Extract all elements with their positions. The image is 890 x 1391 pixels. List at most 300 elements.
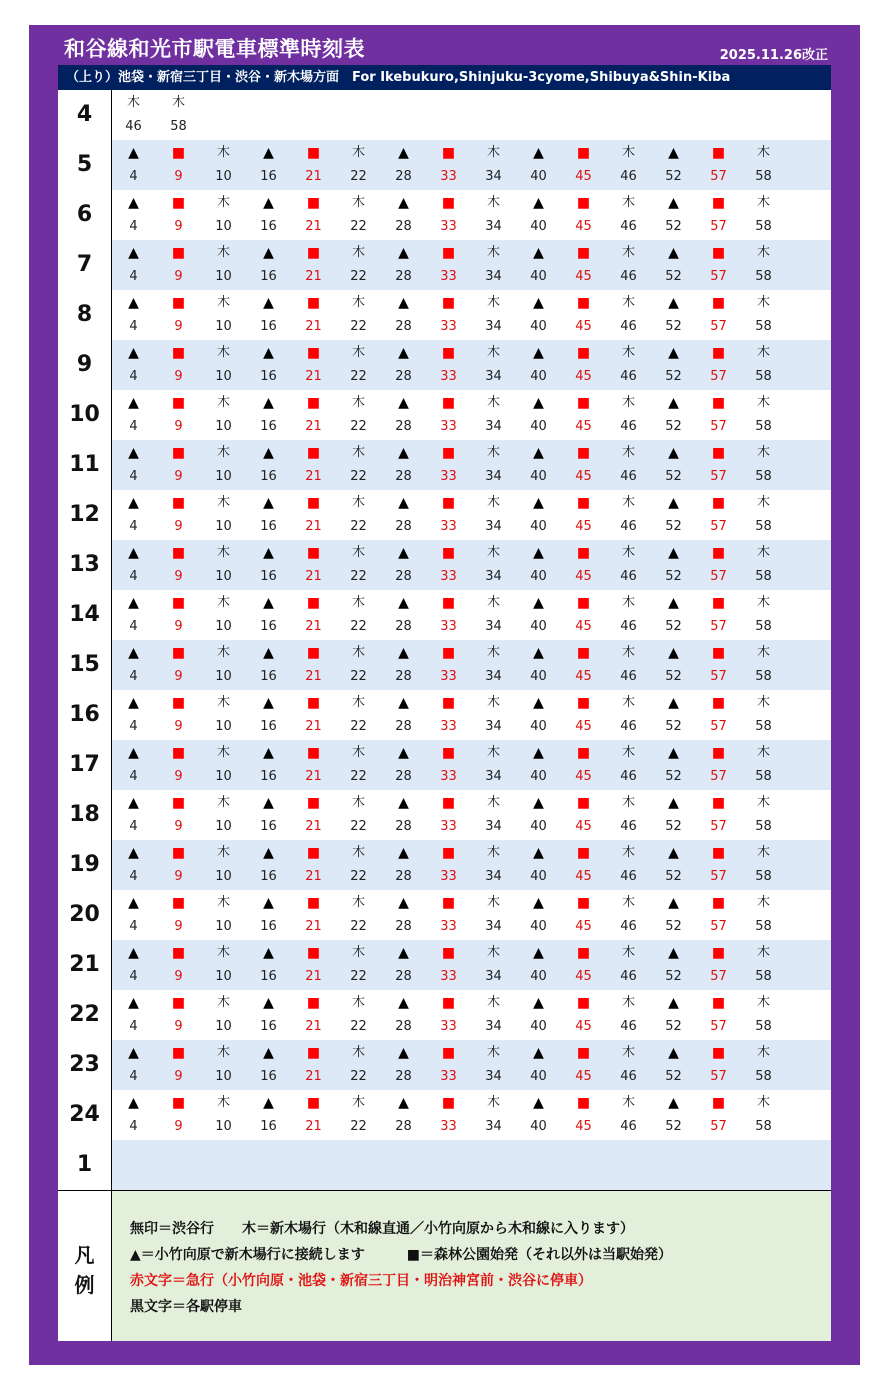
departure-minute: 22 (350, 769, 367, 784)
departure (471, 740, 516, 790)
departure (111, 140, 156, 190)
departure-minute: 46 (620, 369, 637, 384)
departure-minute: 4 (129, 1019, 138, 1034)
hour-row (58, 640, 831, 690)
shin-kiba-mark: 木 (351, 195, 365, 210)
shinrin-origin-square-icon: ■ (576, 445, 591, 461)
departure-minute: 58 (755, 569, 772, 584)
connection-triangle-icon: ▲ (128, 445, 139, 461)
departure (336, 690, 381, 740)
shin-kiba-mark: 木 (486, 395, 500, 410)
connection-triangle-icon: ▲ (533, 895, 544, 911)
hour-row (58, 540, 831, 590)
departure (246, 540, 291, 590)
departure-minute: 45 (575, 1119, 592, 1134)
departure (156, 190, 201, 240)
connection-triangle-icon: ▲ (263, 445, 274, 461)
departure-minute: 21 (305, 519, 322, 534)
shinrin-origin-square-icon: ■ (711, 995, 726, 1011)
hour-row (58, 790, 831, 840)
departure (426, 1090, 471, 1140)
shin-kiba-mark: 木 (351, 495, 365, 510)
departure (111, 490, 156, 540)
shin-kiba-mark: 木 (756, 645, 770, 660)
shin-kiba-mark: 木 (351, 645, 365, 660)
shin-kiba-mark: 木 (621, 145, 635, 160)
departure (651, 490, 696, 540)
hour-label: 20 (58, 890, 112, 940)
departure (516, 540, 561, 590)
departure (696, 440, 741, 490)
departure-minute: 16 (260, 1019, 277, 1034)
shinrin-origin-square-icon: ■ (441, 445, 456, 461)
departure-minute: 57 (710, 619, 727, 634)
shinrin-origin-square-icon: ■ (441, 995, 456, 1011)
shin-kiba-mark: 木 (756, 695, 770, 710)
departure (741, 490, 786, 540)
departure-minute: 33 (440, 569, 457, 584)
departure-minute: 33 (440, 869, 457, 884)
departure (696, 890, 741, 940)
hour-row (58, 440, 831, 490)
departure-minute: 34 (485, 769, 502, 784)
departure-minute: 58 (755, 369, 772, 384)
shin-kiba-mark: 木 (216, 445, 230, 460)
shin-kiba-mark: 木 (621, 495, 635, 510)
departure-minute: 16 (260, 419, 277, 434)
connection-triangle-icon: ▲ (668, 495, 679, 511)
connection-triangle-icon: ▲ (128, 545, 139, 561)
shinrin-origin-square-icon: ■ (306, 395, 321, 411)
departure (426, 890, 471, 940)
departure-minute: 58 (755, 619, 772, 634)
departure-minute: 10 (215, 219, 232, 234)
direction-banner (58, 65, 831, 90)
departure (471, 840, 516, 890)
shinrin-origin-square-icon: ■ (171, 345, 186, 361)
departure-minute: 58 (755, 469, 772, 484)
departure (246, 490, 291, 540)
departure-minute: 21 (305, 1119, 322, 1134)
shinrin-origin-square-icon: ■ (441, 395, 456, 411)
departure-minute: 34 (485, 969, 502, 984)
shinrin-origin-square-icon: ■ (171, 845, 186, 861)
departure-minute: 58 (755, 319, 772, 334)
departure-minute: 52 (665, 569, 682, 584)
departure-minute: 4 (129, 519, 138, 534)
departure (111, 590, 156, 640)
shinrin-origin-square-icon: ■ (711, 145, 726, 161)
shin-kiba-mark: 木 (126, 95, 140, 110)
departure (696, 490, 741, 540)
departure (336, 540, 381, 590)
shin-kiba-mark: 木 (351, 145, 365, 160)
departure (471, 890, 516, 940)
shin-kiba-mark: 木 (621, 745, 635, 760)
connection-triangle-icon: ▲ (263, 795, 274, 811)
departure (336, 590, 381, 640)
departure-minute: 57 (710, 869, 727, 884)
departure (246, 440, 291, 490)
departure-minute: 22 (350, 669, 367, 684)
departure-minute: 46 (620, 619, 637, 634)
departure-minute: 57 (710, 319, 727, 334)
departure-minute: 4 (129, 1119, 138, 1134)
connection-triangle-icon: ▲ (668, 345, 679, 361)
shinrin-origin-square-icon: ■ (306, 845, 321, 861)
shin-kiba-mark: 木 (486, 295, 500, 310)
departure (156, 390, 201, 440)
departure-minute: 34 (485, 869, 502, 884)
shin-kiba-mark: 木 (351, 695, 365, 710)
departure-minute: 28 (395, 469, 412, 484)
departure-minute: 9 (174, 169, 183, 184)
departure-minute: 33 (440, 1119, 457, 1134)
departure-minute: 52 (665, 819, 682, 834)
departure-minute: 16 (260, 919, 277, 934)
departure (606, 440, 651, 490)
departure (426, 340, 471, 390)
departure-minute: 10 (215, 269, 232, 284)
departure-minute: 45 (575, 519, 592, 534)
shinrin-origin-square-icon: ■ (171, 1045, 186, 1061)
shinrin-origin-square-icon: ■ (711, 295, 726, 311)
departure-minute: 33 (440, 219, 457, 234)
departure (381, 990, 426, 1040)
departure (426, 1040, 471, 1090)
departure (291, 1040, 336, 1090)
departure-minute: 16 (260, 569, 277, 584)
connection-triangle-icon: ▲ (398, 945, 409, 961)
departure (336, 1090, 381, 1140)
departure (696, 940, 741, 990)
departure-minute: 52 (665, 1069, 682, 1084)
departure (741, 390, 786, 440)
shin-kiba-mark: 木 (756, 495, 770, 510)
hour-row (58, 990, 831, 1040)
connection-triangle-icon: ▲ (533, 195, 544, 211)
departure (651, 740, 696, 790)
shinrin-origin-square-icon: ■ (576, 245, 591, 261)
departure-minute: 9 (174, 219, 183, 234)
departure-minute: 52 (665, 919, 682, 934)
departure (381, 740, 426, 790)
shinrin-origin-square-icon: ■ (171, 795, 186, 811)
departure (201, 490, 246, 540)
departure-minute: 58 (755, 819, 772, 834)
departure-minute: 28 (395, 669, 412, 684)
shinrin-origin-square-icon: ■ (441, 895, 456, 911)
departure (471, 790, 516, 840)
connection-triangle-icon: ▲ (398, 395, 409, 411)
connection-triangle-icon: ▲ (263, 945, 274, 961)
departure (201, 240, 246, 290)
departure-minute: 21 (305, 619, 322, 634)
shinrin-origin-square-icon: ■ (306, 1045, 321, 1061)
departure (246, 690, 291, 740)
departure (336, 140, 381, 190)
departure-minute: 46 (620, 519, 637, 534)
departure (651, 1090, 696, 1140)
departure-minute: 40 (530, 619, 547, 634)
shinrin-origin-square-icon: ■ (576, 995, 591, 1011)
connection-triangle-icon: ▲ (398, 445, 409, 461)
departure-minute: 21 (305, 1069, 322, 1084)
departure-minute: 40 (530, 769, 547, 784)
shin-kiba-mark: 木 (486, 945, 500, 960)
departure-minute: 46 (620, 819, 637, 834)
departure (111, 1040, 156, 1090)
hour-row (58, 340, 831, 390)
shin-kiba-mark: 木 (351, 545, 365, 560)
departure-minute: 21 (305, 819, 322, 834)
departure-minute: 28 (395, 419, 412, 434)
departure-minute: 45 (575, 419, 592, 434)
departure-minute: 16 (260, 719, 277, 734)
departure (471, 490, 516, 540)
departure-minute: 40 (530, 269, 547, 284)
shinrin-origin-square-icon: ■ (576, 745, 591, 761)
departure (156, 790, 201, 840)
departure (606, 240, 651, 290)
connection-triangle-icon: ▲ (128, 745, 139, 761)
departure (426, 190, 471, 240)
hour-label: 11 (58, 440, 112, 490)
departure-minute: 28 (395, 219, 412, 234)
departure-minute: 10 (215, 469, 232, 484)
shin-kiba-mark: 木 (756, 145, 770, 160)
shin-kiba-mark: 木 (756, 995, 770, 1010)
departure (696, 1040, 741, 1090)
shin-kiba-mark: 木 (486, 445, 500, 460)
legend-heading (58, 1191, 112, 1341)
shinrin-origin-square-icon: ■ (711, 895, 726, 911)
shinrin-origin-square-icon: ■ (441, 245, 456, 261)
connection-triangle-icon: ▲ (398, 595, 409, 611)
connection-triangle-icon: ▲ (668, 745, 679, 761)
departure (381, 840, 426, 890)
hour-row (58, 240, 831, 290)
departure-minute: 46 (620, 919, 637, 934)
departure (381, 190, 426, 240)
departure-minute: 21 (305, 369, 322, 384)
departure (561, 890, 606, 940)
departure-minute: 40 (530, 919, 547, 934)
departure (696, 540, 741, 590)
departure (381, 1040, 426, 1090)
departure (156, 840, 201, 890)
departure (246, 190, 291, 240)
departure (111, 940, 156, 990)
departure (381, 290, 426, 340)
shin-kiba-mark: 木 (486, 495, 500, 510)
connection-triangle-icon: ▲ (668, 295, 679, 311)
departure-minute: 4 (129, 869, 138, 884)
connection-triangle-icon: ▲ (533, 1095, 544, 1111)
shinrin-origin-square-icon: ■ (171, 245, 186, 261)
departure-minute: 10 (215, 869, 232, 884)
hour-row (58, 740, 831, 790)
shin-kiba-mark: 木 (216, 695, 230, 710)
hour-row (58, 290, 831, 340)
shin-kiba-mark: 木 (486, 995, 500, 1010)
departure (156, 140, 201, 190)
shin-kiba-mark: 木 (216, 295, 230, 310)
departure (471, 190, 516, 240)
departure-minute: 52 (665, 769, 682, 784)
shin-kiba-mark: 木 (486, 695, 500, 710)
shinrin-origin-square-icon: ■ (171, 595, 186, 611)
departure-minute: 52 (665, 619, 682, 634)
departure-minute: 34 (485, 369, 502, 384)
departure (246, 1040, 291, 1090)
connection-triangle-icon: ▲ (263, 1095, 274, 1111)
departure (201, 140, 246, 190)
departure-minute: 16 (260, 269, 277, 284)
connection-triangle-icon: ▲ (533, 645, 544, 661)
departure-minute: 52 (665, 169, 682, 184)
departure (516, 940, 561, 990)
departure-minute: 57 (710, 969, 727, 984)
departure (696, 990, 741, 1040)
departure (651, 440, 696, 490)
connection-triangle-icon: ▲ (398, 345, 409, 361)
departure (111, 990, 156, 1040)
departure (426, 240, 471, 290)
departure-minute: 52 (665, 719, 682, 734)
departure (696, 590, 741, 640)
departure (381, 140, 426, 190)
departure-minute: 34 (485, 819, 502, 834)
departure (516, 890, 561, 940)
departure (426, 490, 471, 540)
departure (291, 140, 336, 190)
departure-minute: 46 (620, 169, 637, 184)
departure-minute: 22 (350, 919, 367, 934)
departure-minute: 4 (129, 569, 138, 584)
departure (291, 490, 336, 540)
departure (201, 890, 246, 940)
hour-label: 23 (58, 1040, 112, 1090)
shin-kiba-mark: 木 (621, 995, 635, 1010)
legend-line-destinations: 無印＝渋谷行 木＝新木場行（木和線直通／小竹向原から木和線に入ります） (130, 1221, 634, 1237)
hour-label: 15 (58, 640, 112, 690)
departure (471, 540, 516, 590)
departure (111, 240, 156, 290)
departure-minute: 52 (665, 269, 682, 284)
departure (561, 790, 606, 840)
departure (111, 90, 156, 140)
departure (291, 440, 336, 490)
departure (291, 340, 336, 390)
departure (561, 1090, 606, 1140)
departure (516, 1090, 561, 1140)
departure (201, 590, 246, 640)
shinrin-origin-square-icon: ■ (441, 145, 456, 161)
departure (606, 490, 651, 540)
hour-label: 4 (58, 90, 112, 140)
departure-minute: 58 (755, 919, 772, 934)
departure-minute: 46 (620, 1019, 637, 1034)
departure (156, 540, 201, 590)
departure-minute: 33 (440, 719, 457, 734)
departure (606, 740, 651, 790)
departure-minute: 4 (129, 169, 138, 184)
departure-minute: 10 (215, 669, 232, 684)
connection-triangle-icon: ▲ (263, 245, 274, 261)
departure-minute: 22 (350, 869, 367, 884)
departure (741, 740, 786, 790)
shin-kiba-mark: 木 (351, 445, 365, 460)
departure (516, 840, 561, 890)
departure (201, 640, 246, 690)
departure (291, 590, 336, 640)
shin-kiba-mark: 木 (621, 1045, 635, 1060)
departure-minute: 9 (174, 719, 183, 734)
departure (291, 840, 336, 890)
departure (561, 590, 606, 640)
departure-minute: 52 (665, 1019, 682, 1034)
departure (651, 540, 696, 590)
departure-minute: 34 (485, 469, 502, 484)
departure (651, 1040, 696, 1090)
connection-triangle-icon: ▲ (398, 495, 409, 511)
hour-label: 16 (58, 690, 112, 740)
hour-label: 22 (58, 990, 112, 1040)
departure (291, 1090, 336, 1140)
departure-minute: 22 (350, 569, 367, 584)
shinrin-origin-square-icon: ■ (306, 745, 321, 761)
departure (336, 840, 381, 890)
departure (246, 940, 291, 990)
hour-label: 9 (58, 340, 112, 390)
shin-kiba-mark: 木 (621, 895, 635, 910)
shin-kiba-mark: 木 (756, 945, 770, 960)
departure-minute: 58 (755, 169, 772, 184)
departure-minute: 4 (129, 269, 138, 284)
shinrin-origin-square-icon: ■ (441, 745, 456, 761)
departure-minute: 21 (305, 719, 322, 734)
departure-minute: 45 (575, 269, 592, 284)
departure (516, 190, 561, 240)
departure (741, 440, 786, 490)
departure (336, 240, 381, 290)
connection-triangle-icon: ▲ (263, 145, 274, 161)
shinrin-origin-square-icon: ■ (576, 695, 591, 711)
departure-minute: 4 (129, 1069, 138, 1084)
departure (741, 1040, 786, 1090)
departure-minute: 21 (305, 419, 322, 434)
departure (696, 290, 741, 340)
connection-triangle-icon: ▲ (668, 1095, 679, 1111)
departure-minute: 52 (665, 969, 682, 984)
departure (471, 140, 516, 190)
shin-kiba-mark: 木 (351, 245, 365, 260)
departure-minute: 46 (620, 719, 637, 734)
shin-kiba-mark: 木 (756, 245, 770, 260)
departure-minute: 28 (395, 319, 412, 334)
departure (381, 690, 426, 740)
departure (651, 990, 696, 1040)
departure-minute: 40 (530, 969, 547, 984)
departure (696, 790, 741, 840)
departure (156, 290, 201, 340)
shin-kiba-mark: 木 (216, 1045, 230, 1060)
departure-minute: 40 (530, 419, 547, 434)
departure (516, 740, 561, 790)
departure-minute: 10 (215, 319, 232, 334)
shinrin-origin-square-icon: ■ (171, 645, 186, 661)
